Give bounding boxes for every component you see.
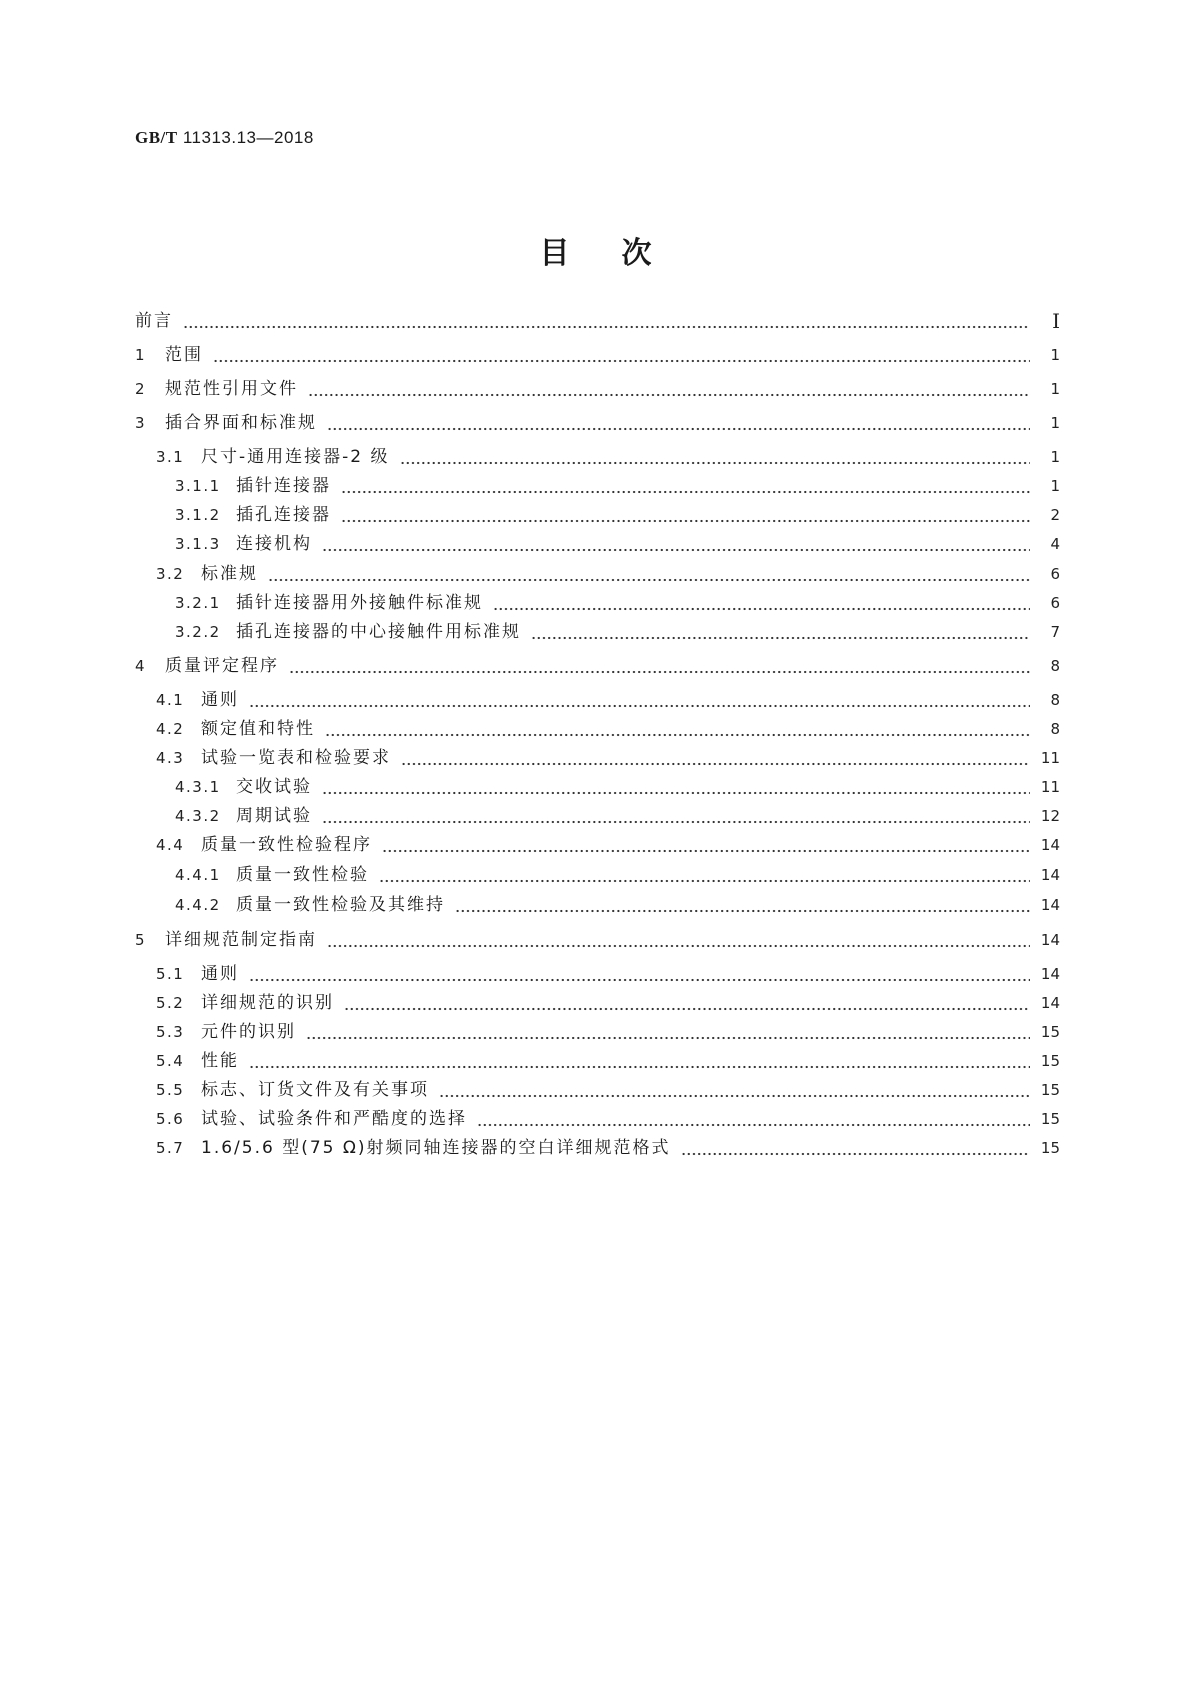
toc-entry[interactable] [135,1075,1060,1101]
toc-entry-number: 2 [135,380,147,398]
toc-entry-page: 12 [1040,807,1060,825]
toc-entry-page: 1 [1050,477,1060,495]
dot-leader [382,834,1030,856]
toc-entry-page: 15 [1040,1081,1060,1099]
toc-entry-title: 标志、订货文件及有关事项 [201,1080,429,1100]
toc-entry[interactable] [135,340,1060,366]
toc-entry-title: 通则 [201,690,239,710]
dot-leader [325,718,1030,740]
toc-entry-title: 详细规范制定指南 [165,930,317,950]
standard-number [135,128,314,148]
dot-leader [344,992,1030,1014]
dot-leader [327,412,1030,434]
dot-leader [477,1108,1030,1130]
toc-entry-number: 5.1 [156,965,185,983]
toc-entry-page: 15 [1040,1052,1060,1070]
toc-entry-page: 15 [1040,1110,1060,1128]
toc-entry-page: 11 [1040,749,1060,767]
toc-entry-number: 5.4 [156,1052,185,1070]
toc-entry-title: 试验一览表和检验要求 [201,748,391,768]
dot-leader [268,563,1030,585]
dot-leader [249,1050,1030,1072]
toc-entry[interactable] [135,1017,1060,1043]
toc-entry-title: 插孔连接器 [236,505,331,525]
standard-prefix: GB/T [135,128,178,147]
toc-entry-page: 14 [1040,994,1060,1012]
toc-entry-title: 质量一致性检验程序 [201,835,372,855]
toc-entry-page: 1 [1050,414,1060,432]
toc-entry[interactable] [135,959,1060,985]
toc-entry-page: 7 [1050,623,1060,641]
toc-entry-page: 15 [1040,1139,1060,1157]
toc-entry-title: 前言 [135,311,173,331]
toc-entry[interactable] [135,651,1060,677]
dot-leader [306,1021,1030,1043]
toc-entry-number: 4.1 [156,691,185,709]
toc-entry[interactable] [135,988,1060,1014]
dot-leader [322,776,1030,798]
toc-entry[interactable] [135,1133,1060,1159]
dot-leader [379,864,1030,886]
toc-entry[interactable] [135,830,1060,856]
toc-entry-title: 范围 [165,345,203,365]
toc-entry-title: 额定值和特性 [201,719,315,739]
toc-entry-title: 插针连接器用外接触件标准规 [236,593,483,613]
toc-entry[interactable] [135,617,1060,643]
toc-entry[interactable] [135,860,1060,886]
toc-entry-title: 规范性引用文件 [165,379,298,399]
toc-entry-page: 14 [1040,965,1060,983]
toc-entry[interactable] [135,1046,1060,1072]
dot-leader [400,446,1031,468]
toc-entry[interactable] [135,408,1060,434]
toc-entry-page: 1 [1050,380,1060,398]
dot-leader [289,655,1030,677]
toc-entry-page: 14 [1040,836,1060,854]
toc-entry-number: 3.1.2 [175,506,221,524]
toc-entry-number: 3 [135,414,147,432]
toc-entry-title: 尺寸-通用连接器-2 级 [201,447,390,467]
toc-entry-number: 1 [135,346,147,364]
toc-entry-number: 3.1.3 [175,535,221,553]
toc-entry-title: 交收试验 [236,777,312,797]
toc-entry-page: 1 [1050,448,1060,466]
toc-entry-title: 质量一致性检验 [236,865,369,885]
toc-entry[interactable] [135,714,1060,740]
toc-entry-number: 5.5 [156,1081,185,1099]
toc-entry-number: 4.4 [156,836,185,854]
toc-entry-number: 5.3 [156,1023,185,1041]
dot-leader [493,592,1030,614]
toc-entry-number: 3.1.1 [175,477,221,495]
toc-entry-page: 14 [1040,931,1060,949]
toc-entry[interactable] [135,500,1060,526]
toc-entry-title: 性能 [201,1051,239,1071]
toc-entry-page: 2 [1050,506,1060,524]
dot-leader [213,344,1030,366]
toc-entry-title: 连接机构 [236,534,312,554]
toc-entry-page: 14 [1040,866,1060,884]
dot-leader [249,689,1030,711]
toc-entry[interactable] [135,374,1060,400]
toc-entry-title: 质量评定程序 [165,656,279,676]
toc-entry-number: 3.1 [156,448,185,466]
toc-entry-title: 通则 [201,964,239,984]
toc-entry-page: 8 [1050,691,1060,709]
toc-entry-number: 5 [135,931,147,949]
dot-leader [183,310,1030,332]
toc-entry-title: 插孔连接器的中心接触件用标准规 [236,622,521,642]
toc-entry-number: 3.2.1 [175,594,221,612]
standard-code: 11313.13—2018 [182,128,314,147]
toc-entry-page: 8 [1050,720,1060,738]
toc-entry[interactable] [135,1104,1060,1130]
dot-leader [439,1079,1030,1101]
toc-entry[interactable] [135,559,1060,585]
toc-entry-number: 4.4.2 [175,896,221,914]
toc-entry[interactable] [135,743,1060,769]
toc-entry-title: 插合界面和标准规 [165,413,317,433]
toc-entry-number: 4.3.1 [175,778,221,796]
toc-entry[interactable] [135,685,1060,711]
toc-entry-page: 11 [1040,778,1060,796]
toc-entry-title: 试验、试验条件和严酷度的选择 [201,1109,467,1129]
dot-leader [681,1137,1031,1159]
dot-leader [322,533,1030,555]
toc-entry-number: 4.2 [156,720,185,738]
toc-entry-title: 插针连接器 [236,476,331,496]
toc-entry-title: 标准规 [201,564,258,584]
toc-entry[interactable] [135,442,1060,468]
toc-entry[interactable] [135,588,1060,614]
toc-entry[interactable] [135,801,1060,827]
toc-entry[interactable] [135,772,1060,798]
dot-leader [308,378,1030,400]
toc-entry-number: 4 [135,657,147,675]
toc-entry-number: 5.6 [156,1110,185,1128]
toc-entry-page: 6 [1050,594,1060,612]
toc-entry-title: 详细规范的识别 [201,993,334,1013]
toc-entry-number: 3.2.2 [175,623,221,641]
page-title: 目次 [539,236,704,271]
dot-leader [455,894,1030,916]
toc-entry[interactable] [135,306,1060,332]
toc-entry-title: 1.6/5.6 型(75 Ω)射频同轴连接器的空白详细规范格式 [201,1138,671,1158]
dot-leader [322,805,1030,827]
toc-entry-page: 6 [1050,565,1060,583]
toc-entry-page: 1 [1050,346,1060,364]
toc-entry[interactable] [135,890,1060,916]
toc-entry-number: 5.7 [156,1139,185,1157]
toc-entry-page: 14 [1040,896,1060,914]
toc-entry-title: 周期试验 [236,806,312,826]
toc-entry[interactable] [135,529,1060,555]
toc-entry[interactable] [135,925,1060,951]
toc-entry-number: 4.3 [156,749,185,767]
toc-entry-page: 8 [1050,657,1060,675]
toc-entry[interactable] [135,471,1060,497]
dot-leader [401,747,1030,769]
toc-entry-number: 3.2 [156,565,185,583]
dot-leader [249,963,1030,985]
dot-leader [531,621,1030,643]
toc-entry-title: 元件的识别 [201,1022,296,1042]
dot-leader [341,475,1030,497]
toc-entry-title: 质量一致性检验及其维持 [236,895,445,915]
dot-leader [327,929,1030,951]
toc-entry-page: Ⅰ [1052,309,1060,333]
toc-entry-page: 15 [1040,1023,1060,1041]
toc-entry-number: 4.3.2 [175,807,221,825]
toc-entry-number: 5.2 [156,994,185,1012]
toc-entry-page: 4 [1050,535,1060,553]
dot-leader [341,504,1030,526]
toc-entry-number: 4.4.1 [175,866,221,884]
